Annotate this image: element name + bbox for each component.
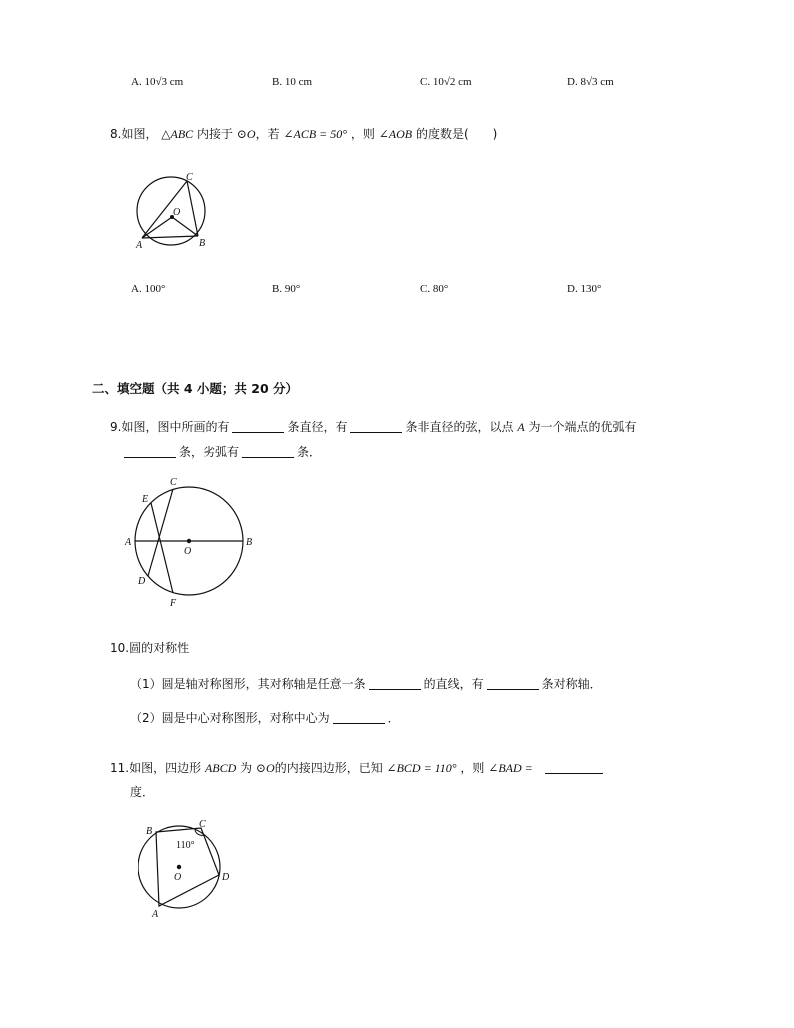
q8-answer-paren: ( ) — [463, 127, 498, 141]
q9-number: 9. — [110, 420, 122, 434]
q9-text-a: 如图，图中所画的有 — [121, 420, 230, 434]
q8-text-b: 内接于 — [197, 127, 234, 141]
q9-label-b: B — [246, 537, 253, 548]
q8-math-triangle: △ABC — [161, 127, 194, 141]
q10-title — [110, 640, 189, 656]
q11-label-o: O — [174, 872, 182, 883]
q8-figure — [130, 170, 220, 252]
q8-question — [110, 126, 497, 142]
q9-label-f: F — [170, 598, 177, 609]
q9-label-c: C — [170, 477, 177, 488]
q11-line-1 — [110, 760, 606, 776]
q11-figure — [138, 817, 243, 922]
q9-text-f: 条． — [297, 445, 322, 459]
q9-center-point — [187, 539, 191, 543]
q11-label-c: C — [199, 819, 206, 830]
q9-text-e: 条，劣弧有 — [179, 445, 240, 459]
q9-line-2 — [124, 444, 321, 460]
q7-option-c: C. 10√2 cm — [420, 76, 472, 88]
q8-segment-ac — [142, 181, 187, 238]
q7-option-a: A. 10√3 cm — [131, 76, 184, 88]
q9-blank-3[interactable] — [124, 445, 176, 458]
q8-text-a: 如图， — [121, 127, 158, 141]
q8-label-a: A — [136, 240, 143, 251]
q11-text-b: 为 — [240, 761, 253, 775]
q10-sub1-text-b: 的直线，有 — [423, 677, 484, 691]
q11-math-angle-bcd: ∠BCD = 110° — [386, 761, 457, 775]
q9-figure — [120, 472, 265, 612]
q10-title-text: 圆的对称性 — [129, 641, 190, 655]
q8-option-b: B. 90° — [272, 283, 301, 295]
q11-text-d: ，则 — [460, 761, 485, 775]
q10-sub2-text-b: ． — [387, 711, 400, 725]
q11-label-b: B — [146, 826, 153, 837]
q10-number: 10. — [110, 641, 130, 655]
q7-option-d: D. 8√3 cm — [567, 76, 614, 88]
q11-math-angle-bad: ∠BAD = — [488, 761, 533, 775]
q8-math-circle: ⊙O — [236, 127, 256, 141]
q9-text-c: 条非直径的弦，以点 — [405, 420, 514, 434]
q8-math-angle-aob: ∠AOB — [378, 127, 413, 141]
q8-label-b: B — [199, 238, 206, 249]
q11-angle-label: 110° — [176, 840, 195, 851]
q7-option-b: B. 10 cm — [272, 76, 313, 88]
q8-option-a: A. 100° — [131, 283, 166, 295]
q10-blank-1[interactable] — [369, 677, 421, 690]
q11-blank-1[interactable] — [545, 761, 603, 774]
q8-text-e: 的度数是 — [415, 127, 464, 141]
q8-segment-ob — [172, 217, 198, 236]
q11-text-c: 的内接四边形，已知 — [274, 761, 383, 775]
q8-segment-ab — [142, 236, 198, 238]
q8-text-c: ，若 — [255, 127, 280, 141]
q9-blank-1[interactable] — [232, 420, 284, 433]
q10-sub2-text-a: （2）圆是中心对称图形，对称中心为 — [130, 711, 330, 725]
q9-text-b: 条直径，有 — [287, 420, 348, 434]
q9-label-e: E — [142, 494, 149, 505]
q9-blank-2[interactable] — [350, 420, 402, 433]
q8-text-d: ，则 — [350, 127, 375, 141]
q9-text-d: 为一个端点的优弧有 — [528, 420, 637, 434]
q11-text-a: 如图，四边形 — [129, 761, 202, 775]
q10-sub1-text-c: 条对称轴． — [541, 677, 602, 691]
q11-line-2: 度． — [130, 785, 155, 799]
q11-label-a: A — [152, 909, 159, 920]
q9-chord-ef — [151, 503, 173, 593]
q11-math-circle: ⊙O — [255, 761, 275, 775]
q10-sub1-text-a: （1）圆是轴对称图形，其对称轴是任意一条 — [130, 677, 366, 691]
q11-center-point — [177, 865, 181, 869]
q8-option-c: C. 80° — [420, 283, 449, 295]
q11-number: 11. — [110, 761, 130, 775]
q10-sub-1 — [130, 676, 602, 692]
q10-blank-3[interactable] — [333, 711, 385, 724]
q11-label-d: D — [222, 872, 230, 883]
q8-label-c: C — [186, 172, 193, 183]
q10-sub-2 — [130, 710, 400, 726]
q9-line-1 — [110, 419, 637, 435]
q8-label-o: O — [173, 207, 181, 218]
section-2-title: 二、填空题（共 4 小题；共 20 分） — [92, 381, 299, 396]
q8-segment-oa — [142, 217, 172, 238]
q11-math-quad: ABCD — [204, 761, 237, 775]
q10-blank-2[interactable] — [487, 677, 539, 690]
q8-option-d: D. 130° — [567, 283, 602, 295]
q9-blank-4[interactable] — [242, 445, 294, 458]
q9-label-a: A — [125, 537, 132, 548]
q8-number: 8. — [110, 127, 122, 141]
q9-point-a: A — [517, 420, 525, 434]
q9-label-o: O — [184, 546, 192, 557]
q9-label-d: D — [138, 576, 146, 587]
q8-math-angle-acb: ∠ACB = 50° — [283, 127, 348, 141]
